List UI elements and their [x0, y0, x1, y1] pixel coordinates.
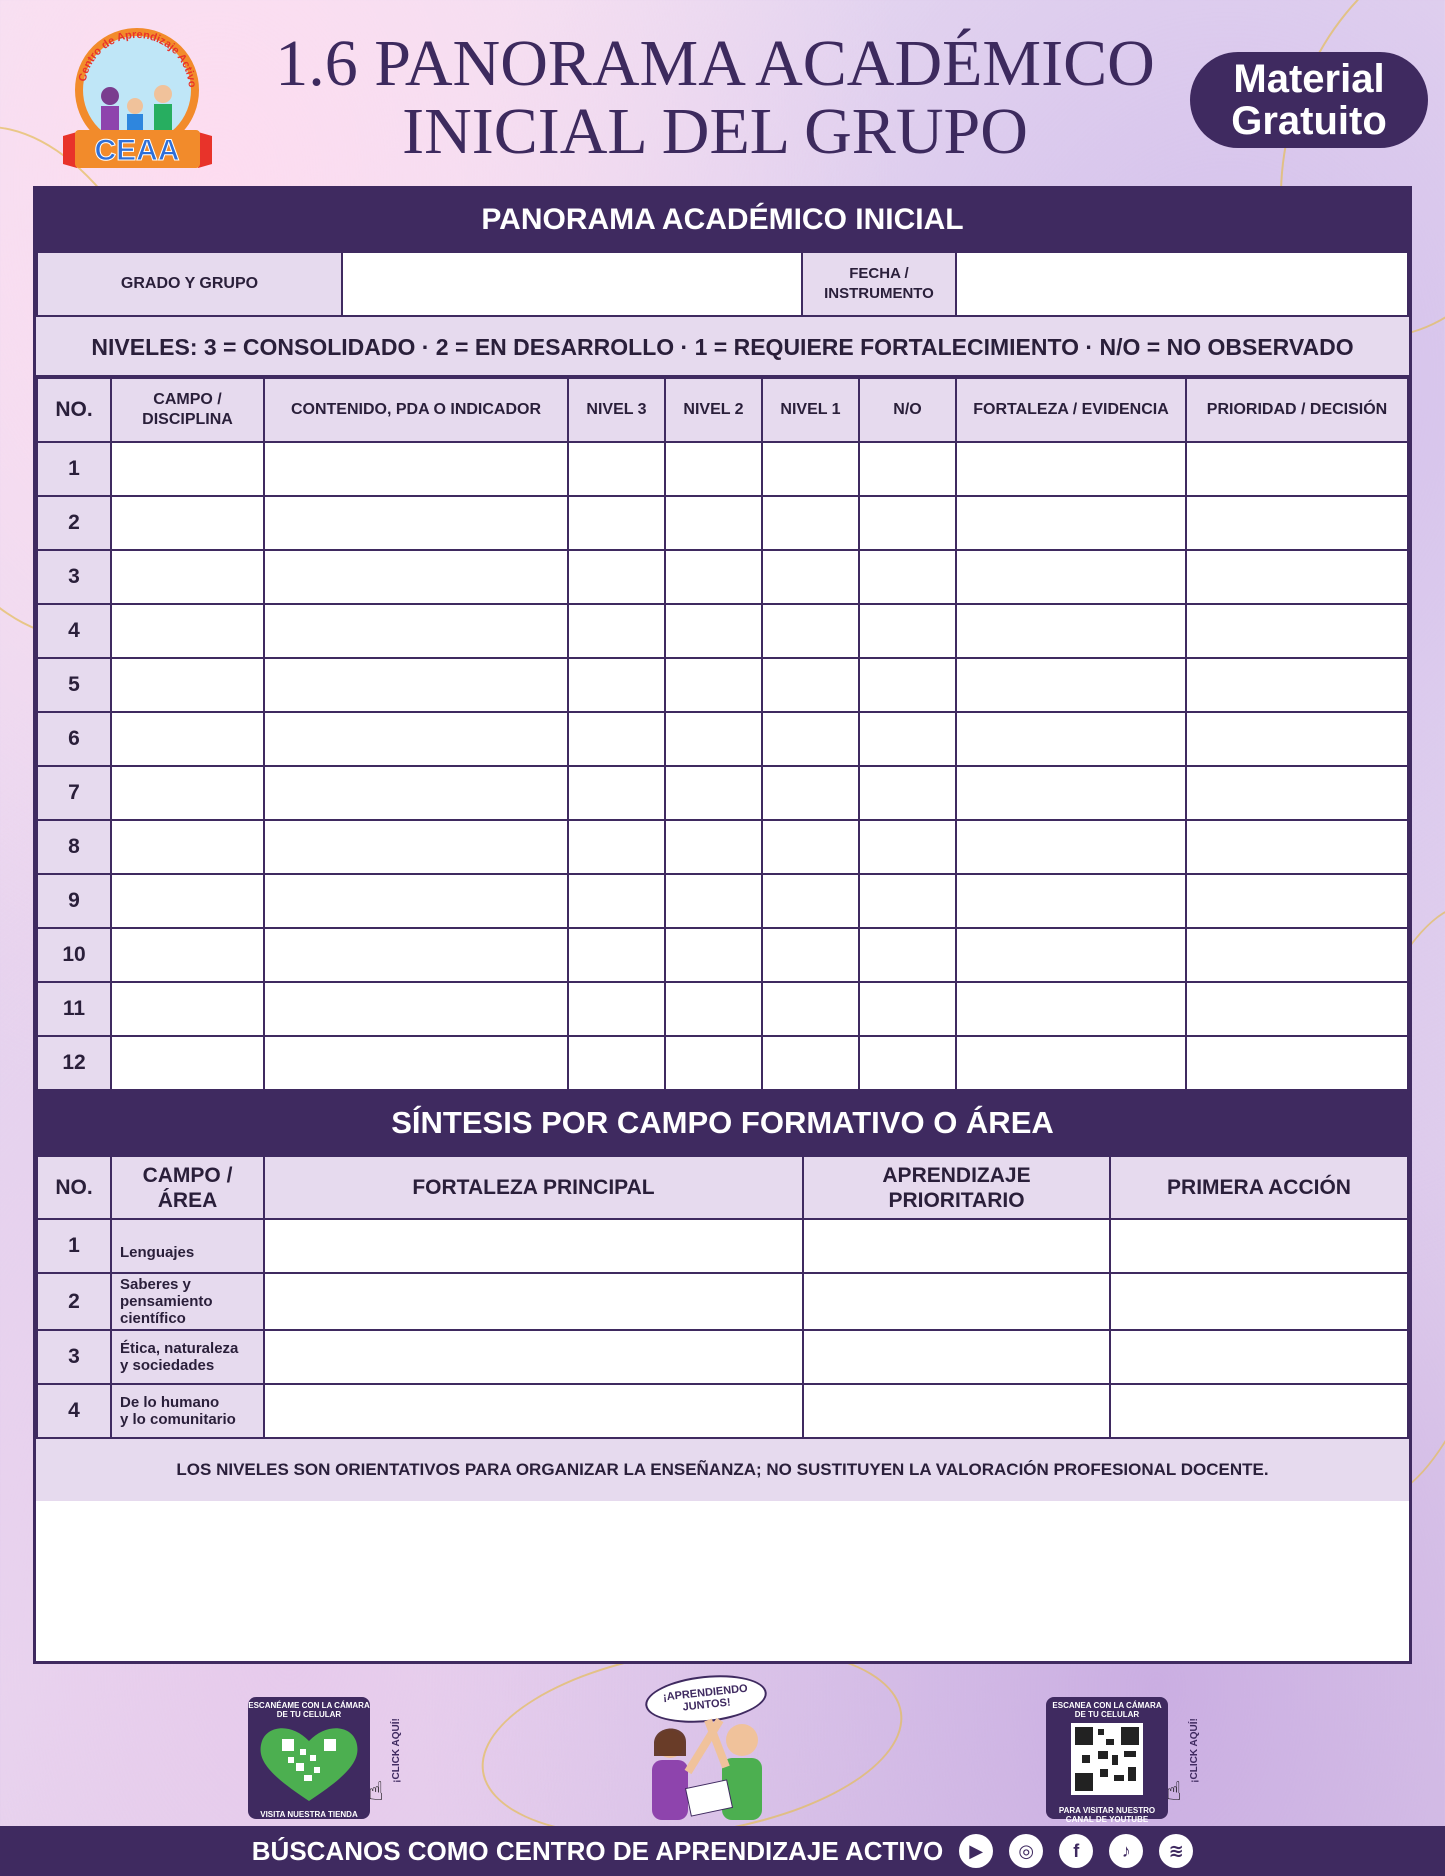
table-row	[37, 604, 1408, 658]
main-table-body	[37, 442, 1408, 1090]
nivel-3-cell[interactable]	[568, 766, 665, 820]
aprendizaje-prioritario-cell[interactable]	[803, 1219, 1110, 1273]
prioridad-cell[interactable]	[1186, 1036, 1408, 1090]
contenido-cell[interactable]	[264, 1036, 568, 1090]
facebook-icon[interactable]: f	[1059, 1834, 1093, 1868]
campo-cell[interactable]	[111, 982, 264, 1036]
table-row	[37, 820, 1408, 874]
synth-col-aprendizaje	[803, 1156, 1110, 1219]
prioridad-cell[interactable]	[1186, 874, 1408, 928]
campo-cell[interactable]	[111, 658, 264, 712]
fortaleza-cell[interactable]	[956, 712, 1186, 766]
prioridad-cell[interactable]	[1186, 928, 1408, 982]
store-qr-card[interactable]	[248, 1697, 370, 1819]
fortaleza-cell[interactable]	[956, 658, 1186, 712]
spotify-icon[interactable]: ≋	[1159, 1834, 1193, 1868]
nivel-2-cell[interactable]	[665, 982, 762, 1036]
date-label-line-2: INSTRUMENTO	[824, 285, 934, 302]
col-nivel-2: NIVEL 2	[665, 378, 762, 442]
nivel-3-cell[interactable]	[568, 442, 665, 496]
area-name-line: y sociedades	[120, 1357, 215, 1374]
fortaleza-cell[interactable]	[956, 928, 1186, 982]
synth-col-accion: PRIMERA ACCIÓN	[1110, 1156, 1408, 1219]
col-contenido: CONTENIDO, PDA O INDICADOR	[264, 378, 568, 442]
campo-cell[interactable]	[111, 712, 264, 766]
grade-row	[36, 251, 1409, 317]
contenido-cell[interactable]	[264, 442, 568, 496]
nivel-2-cell[interactable]	[665, 766, 762, 820]
nivel-2-cell[interactable]	[665, 658, 762, 712]
youtube-click-label[interactable]: ¡CLICK AQUÍ!	[1188, 1718, 1200, 1783]
store-click-label[interactable]: ¡CLICK AQUÍ!	[390, 1718, 402, 1783]
col-campo-line-1: CAMPO /	[153, 391, 222, 408]
area-name-line: De lo humano	[120, 1394, 220, 1411]
nivel-3-cell[interactable]	[568, 820, 665, 874]
badge-line-1: Material	[1233, 57, 1385, 101]
nivel-2-cell[interactable]	[665, 928, 762, 982]
nivel-3-cell[interactable]	[568, 658, 665, 712]
fortaleza-cell[interactable]	[956, 766, 1186, 820]
row-number: 4	[37, 604, 111, 658]
area-name-line: científico	[120, 1310, 186, 1327]
row-number: 1	[37, 1219, 111, 1273]
area-name	[111, 1384, 264, 1438]
nivel-2-cell[interactable]	[665, 874, 762, 928]
fortaleza-cell[interactable]	[956, 982, 1186, 1036]
table-row	[37, 766, 1408, 820]
main-title-bar: PANORAMA ACADÉMICO INICIAL	[36, 189, 1409, 251]
fortaleza-principal-cell[interactable]	[264, 1219, 803, 1273]
contenido-cell[interactable]	[264, 928, 568, 982]
row-number: 6	[37, 712, 111, 766]
col-fortaleza: FORTALEZA / EVIDENCIA	[956, 378, 1186, 442]
campo-cell[interactable]	[111, 1036, 264, 1090]
fortaleza-cell[interactable]	[956, 874, 1186, 928]
nivel-3-cell[interactable]	[568, 496, 665, 550]
prioridad-cell[interactable]	[1186, 820, 1408, 874]
campo-cell[interactable]	[111, 766, 264, 820]
nivel-1-cell[interactable]	[762, 820, 859, 874]
aprendizaje-prioritario-cell[interactable]	[803, 1273, 1110, 1330]
nivel-3-cell[interactable]	[568, 550, 665, 604]
primera-accion-cell[interactable]	[1110, 1219, 1408, 1273]
grade-label: GRADO Y GRUPO	[37, 252, 342, 316]
area-name-line: Lenguajes	[120, 1243, 195, 1261]
campo-cell[interactable]	[111, 496, 264, 550]
row-number: 9	[37, 874, 111, 928]
aprendizaje-prioritario-cell[interactable]	[803, 1384, 1110, 1438]
contenido-cell[interactable]	[264, 982, 568, 1036]
nivel-2-cell[interactable]	[665, 550, 762, 604]
prioridad-cell[interactable]	[1186, 442, 1408, 496]
nivel-2-cell[interactable]	[665, 1036, 762, 1090]
table-row	[37, 1384, 1408, 1438]
fortaleza-cell[interactable]	[956, 820, 1186, 874]
nivel-2-cell[interactable]	[665, 820, 762, 874]
row-number: 3	[37, 550, 111, 604]
fortaleza-cell[interactable]	[956, 1036, 1186, 1090]
date-field[interactable]	[956, 252, 1408, 316]
area-name-line: pensamiento	[120, 1293, 213, 1310]
no-observado-cell[interactable]	[859, 820, 956, 874]
table-row	[37, 982, 1408, 1036]
nivel-1-cell[interactable]	[762, 982, 859, 1036]
table-row	[37, 1219, 1408, 1273]
title-line-2: INICIAL DEL GRUPO	[402, 95, 1028, 168]
prioridad-cell[interactable]	[1186, 982, 1408, 1036]
no-observado-cell[interactable]	[859, 442, 956, 496]
footer-bar	[0, 1826, 1445, 1876]
row-number: 4	[37, 1384, 111, 1438]
primera-accion-cell[interactable]	[1110, 1273, 1408, 1330]
no-observado-cell[interactable]	[859, 1036, 956, 1090]
youtube-qr-footer: PARA VISITAR NUESTRO CANAL DE YOUTUBE	[1058, 1806, 1156, 1824]
contenido-cell[interactable]	[264, 874, 568, 928]
primera-accion-cell[interactable]	[1110, 1330, 1408, 1384]
table-row	[37, 1273, 1408, 1330]
row-number: 10	[37, 928, 111, 982]
no-observado-cell[interactable]	[859, 874, 956, 928]
worksheet	[33, 186, 1412, 1664]
table-row	[37, 928, 1408, 982]
youtube-qr-card[interactable]	[1046, 1697, 1168, 1824]
heart-qr-icon	[248, 1719, 370, 1805]
nivel-1-cell[interactable]	[762, 550, 859, 604]
prioridad-cell[interactable]	[1186, 496, 1408, 550]
synthesis-table-body	[37, 1219, 1408, 1438]
area-name	[111, 1273, 264, 1330]
nivel-3-cell[interactable]	[568, 928, 665, 982]
col-no: NO.	[37, 378, 111, 442]
nivel-2-cell[interactable]	[665, 712, 762, 766]
synth-col-campo	[111, 1156, 264, 1219]
table-row	[37, 1330, 1408, 1384]
pointer-hand-icon: ☝	[368, 1776, 384, 1806]
svg-text:CEAA: CEAA	[94, 134, 180, 167]
youtube-qr-caption: ESCANEA CON LA CÁMARA DE TU CELULAR	[1052, 1701, 1162, 1719]
col-nivel-1: NIVEL 1	[762, 378, 859, 442]
campo-cell[interactable]	[111, 820, 264, 874]
row-number: 1	[37, 442, 111, 496]
campo-cell[interactable]	[111, 442, 264, 496]
col-nivel-3: NIVEL 3	[568, 378, 665, 442]
no-observado-cell[interactable]	[859, 928, 956, 982]
nivel-1-cell[interactable]	[762, 766, 859, 820]
area-name	[111, 1219, 264, 1273]
title-line-1: 1.6 PANORAMA ACADÉMICO	[275, 27, 1155, 100]
table-row	[37, 712, 1408, 766]
youtube-icon[interactable]: ▶	[959, 1834, 993, 1868]
no-observado-cell[interactable]	[859, 496, 956, 550]
row-number: 11	[37, 982, 111, 1036]
store-qr-footer: VISITA NUESTRA TIENDA	[260, 1810, 358, 1819]
row-number: 8	[37, 820, 111, 874]
grade-field[interactable]	[342, 252, 802, 316]
row-number: 2	[37, 496, 111, 550]
synth-col-no: NO.	[37, 1156, 111, 1219]
fortaleza-principal-cell[interactable]	[264, 1330, 803, 1384]
date-label	[802, 252, 956, 316]
nivel-3-cell[interactable]	[568, 1036, 665, 1090]
synth-col-fortaleza: FORTALEZA PRINCIPAL	[264, 1156, 803, 1219]
contenido-cell[interactable]	[264, 766, 568, 820]
table-row	[37, 442, 1408, 496]
prioridad-cell[interactable]	[1186, 712, 1408, 766]
row-number: 2	[37, 1273, 111, 1330]
nivel-1-cell[interactable]	[762, 442, 859, 496]
nivel-2-cell[interactable]	[665, 604, 762, 658]
primera-accion-cell[interactable]	[1110, 1384, 1408, 1438]
prioridad-cell[interactable]	[1186, 550, 1408, 604]
row-number: 7	[37, 766, 111, 820]
table-row	[37, 874, 1408, 928]
synthesis-title-bar: SÍNTESIS POR CAMPO FORMATIVO O ÁREA	[36, 1091, 1409, 1155]
table-row	[37, 658, 1408, 712]
synthesis-table	[36, 1155, 1409, 1439]
nivel-3-cell[interactable]	[568, 874, 665, 928]
synthesis-table-header	[37, 1156, 1408, 1219]
bubble-text: ¡APRENDIENDO JUNTOS!	[662, 1682, 749, 1714]
area-name-line: y lo comunitario	[120, 1411, 236, 1428]
footnote: LOS NIVELES SON ORIENTATIVOS PARA ORGANIZAR LA ENSEÑANZA; NO SUSTITUYEN LA VALORACIÓN PROFESIONAL DOCENTE.	[36, 1439, 1409, 1501]
area-name	[111, 1330, 264, 1384]
no-observado-cell[interactable]	[859, 982, 956, 1036]
table-row	[37, 496, 1408, 550]
no-observado-cell[interactable]	[859, 658, 956, 712]
row-number: 5	[37, 658, 111, 712]
qr-code-icon	[1046, 1719, 1168, 1799]
nivel-1-cell[interactable]	[762, 928, 859, 982]
page-title	[250, 27, 1180, 168]
nivel-3-cell[interactable]	[568, 604, 665, 658]
synth-col-campo-line-2: ÁREA	[157, 1188, 218, 1212]
fortaleza-cell[interactable]	[956, 442, 1186, 496]
col-campo	[111, 378, 264, 442]
synth-col-aprendizaje-line-2: PRIORITARIO	[888, 1188, 1025, 1212]
no-observado-cell[interactable]	[859, 550, 956, 604]
nivel-1-cell[interactable]	[762, 712, 859, 766]
no-observado-cell[interactable]	[859, 766, 956, 820]
nivel-1-cell[interactable]	[762, 1036, 859, 1090]
no-observado-cell[interactable]	[859, 604, 956, 658]
contenido-cell[interactable]	[264, 550, 568, 604]
contenido-cell[interactable]	[264, 712, 568, 766]
nivel-2-cell[interactable]	[665, 442, 762, 496]
badge-line-2: Gratuito	[1231, 99, 1387, 143]
aprendizaje-prioritario-cell[interactable]	[803, 1330, 1110, 1384]
campo-cell[interactable]	[111, 604, 264, 658]
synth-col-aprendizaje-line-1: APRENDIZAJE	[882, 1163, 1031, 1187]
teachers-illustration	[630, 1712, 790, 1827]
ceaa-logo	[55, 28, 220, 173]
contenido-cell[interactable]	[264, 658, 568, 712]
col-no-observado: N/O	[859, 378, 956, 442]
row-number: 3	[37, 1330, 111, 1384]
tiktok-icon[interactable]: ♪	[1109, 1834, 1143, 1868]
fortaleza-cell[interactable]	[956, 604, 1186, 658]
date-label-line-1: FECHA /	[849, 265, 909, 282]
contenido-cell[interactable]	[264, 496, 568, 550]
campo-cell[interactable]	[111, 874, 264, 928]
fortaleza-cell[interactable]	[956, 550, 1186, 604]
col-campo-line-2: DISCIPLINA	[142, 411, 233, 428]
campo-cell[interactable]	[111, 928, 264, 982]
page-header	[0, 0, 1445, 185]
campo-cell[interactable]	[111, 550, 264, 604]
col-prioridad: PRIORIDAD / DECISIÓN	[1186, 378, 1408, 442]
prioridad-cell[interactable]	[1186, 604, 1408, 658]
fortaleza-cell[interactable]	[956, 496, 1186, 550]
table-row	[37, 550, 1408, 604]
area-name-line: Saberes y	[120, 1276, 191, 1293]
nivel-3-cell[interactable]	[568, 982, 665, 1036]
nivel-2-cell[interactable]	[665, 496, 762, 550]
nivel-1-cell[interactable]	[762, 604, 859, 658]
row-number: 12	[37, 1036, 111, 1090]
synth-col-campo-line-1: CAMPO /	[142, 1163, 233, 1187]
svg-text:Centro de Aprendizaje Activo: Centro de Aprendizaje Activo	[76, 28, 199, 89]
main-table-header	[37, 378, 1408, 442]
instagram-icon[interactable]: ◎	[1009, 1834, 1043, 1868]
nivel-1-cell[interactable]	[762, 496, 859, 550]
contenido-cell[interactable]	[264, 820, 568, 874]
area-name-line: Ética, naturaleza	[120, 1340, 239, 1357]
pointer-hand-icon: ☝	[1166, 1776, 1182, 1806]
contenido-cell[interactable]	[264, 604, 568, 658]
nivel-1-cell[interactable]	[762, 874, 859, 928]
nivel-1-cell[interactable]	[762, 658, 859, 712]
main-table	[36, 377, 1409, 1091]
footer-text: BÚSCANOS COMO CENTRO DE APRENDIZAJE ACTIVO	[251, 1835, 944, 1866]
levels-legend: NIVELES: 3 = CONSOLIDADO · 2 = EN DESARROLLO · 1 = REQUIERE FORTALECIMIENTO · N/O = NO OBSERVADO	[36, 317, 1409, 377]
nivel-3-cell[interactable]	[568, 712, 665, 766]
store-qr-caption: ESCANÉAME CON LA CÁMARA DE TU CELULAR	[248, 1701, 370, 1719]
prioridad-cell[interactable]	[1186, 766, 1408, 820]
fortaleza-principal-cell[interactable]	[264, 1273, 803, 1330]
no-observado-cell[interactable]	[859, 712, 956, 766]
free-material-badge	[1190, 52, 1428, 148]
fortaleza-principal-cell[interactable]	[264, 1384, 803, 1438]
table-row	[37, 1036, 1408, 1090]
prioridad-cell[interactable]	[1186, 658, 1408, 712]
